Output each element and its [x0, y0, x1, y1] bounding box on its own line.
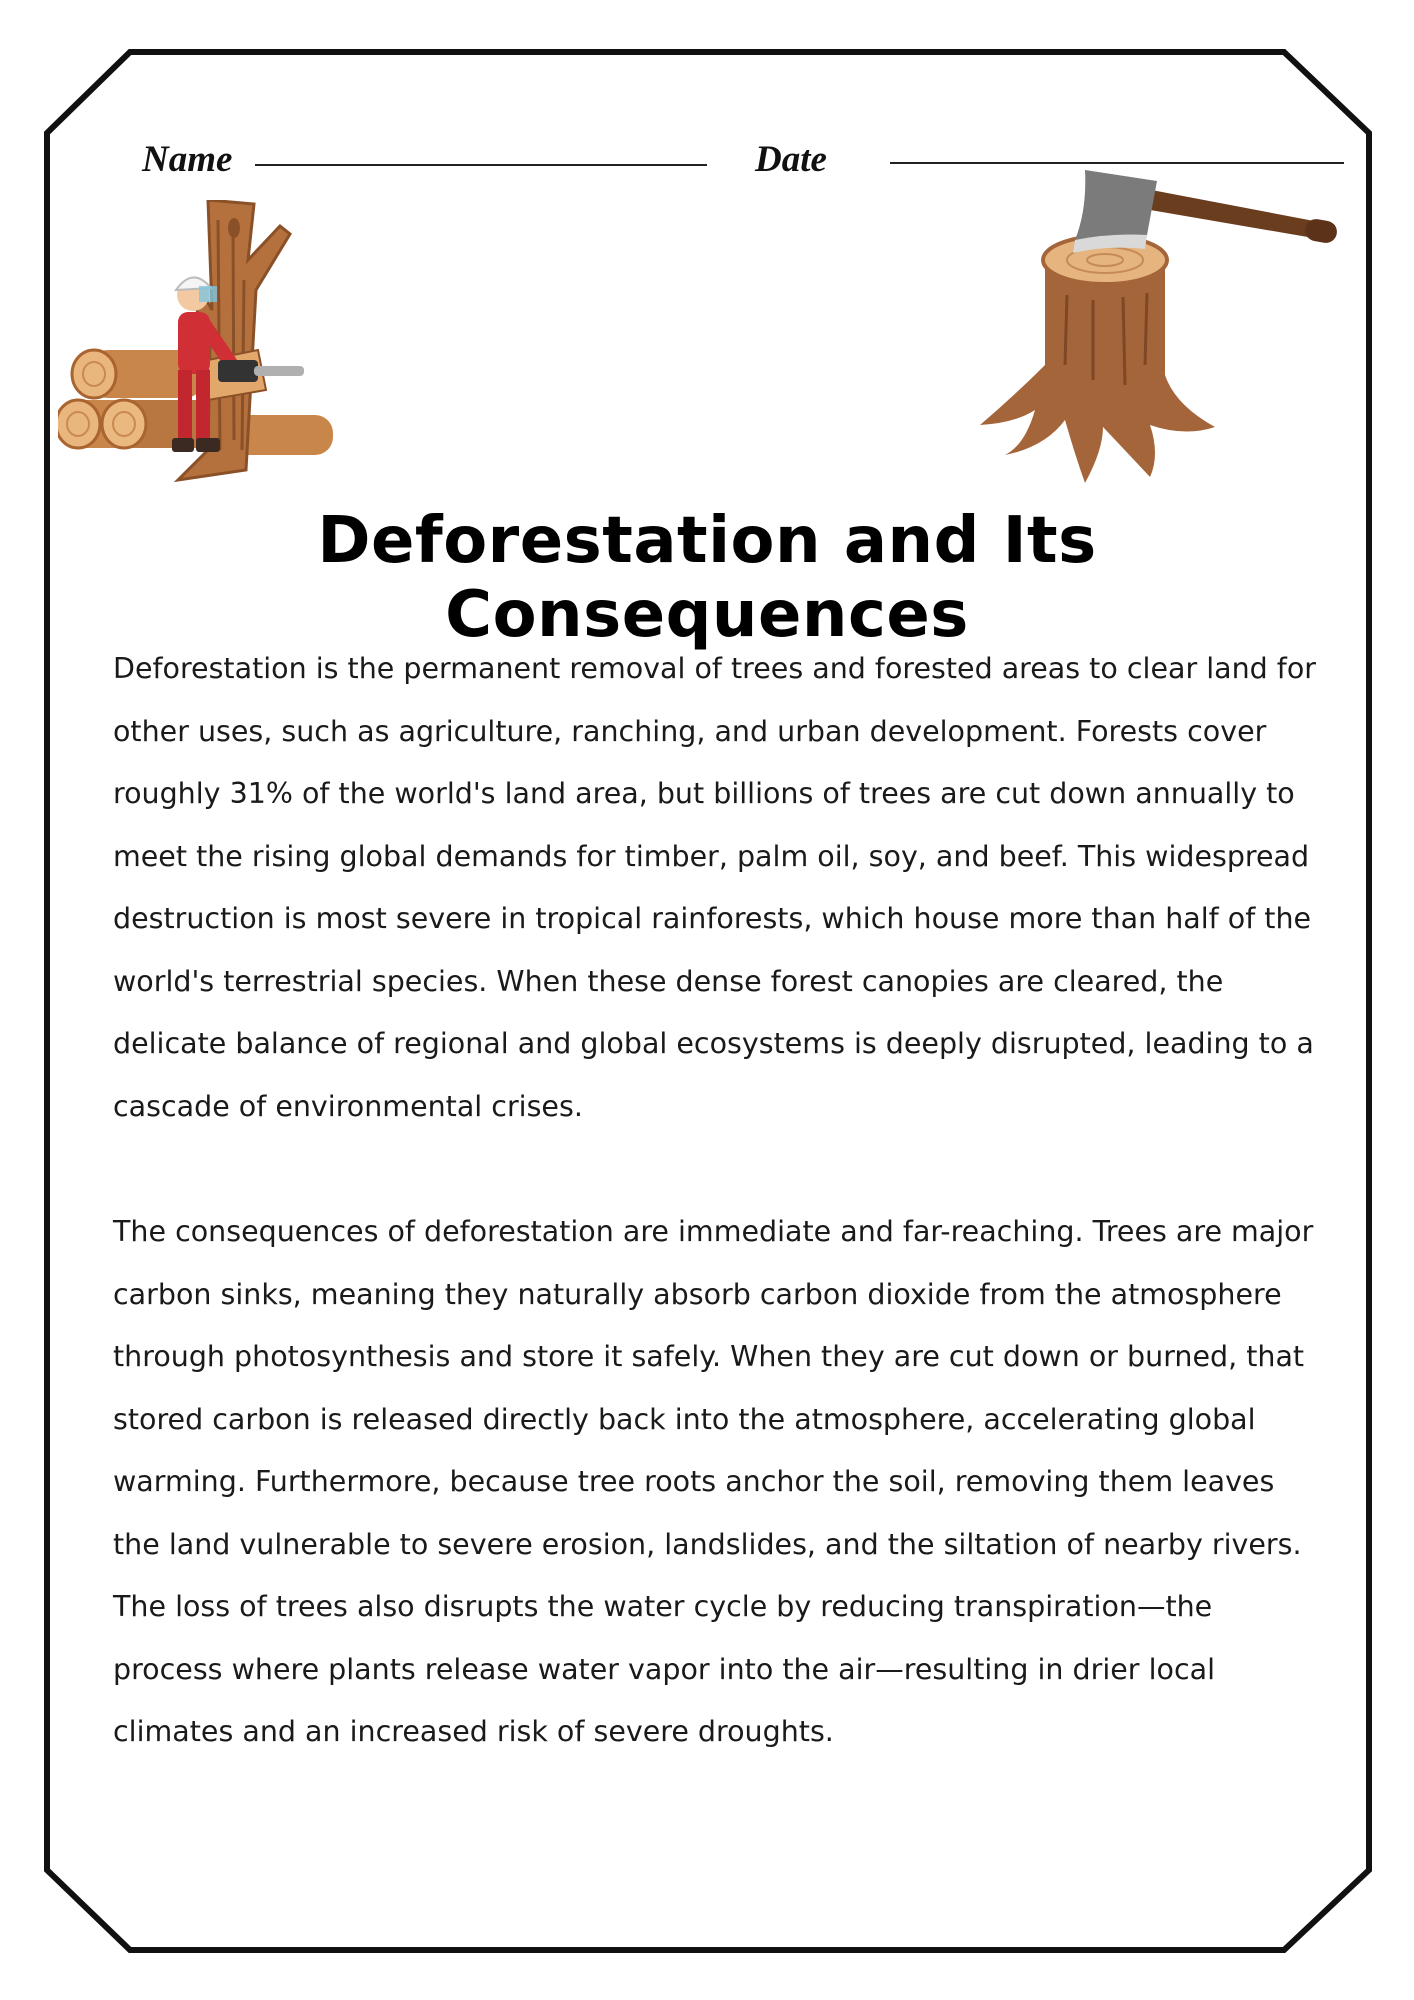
name-label: Name	[142, 139, 233, 180]
name-field[interactable]	[255, 164, 707, 166]
axe-in-stump-icon	[975, 165, 1345, 490]
date-label: Date	[755, 139, 827, 180]
paragraph-intro: Deforestation is the permanent removal of trees and forested areas to clear land for other uses, such as agriculture, ranching, and urban development. Forests cover roughly 31% of the world's land area, but billions of trees are cut down annually to meet the rising global demands for timber, palm oil, soy, and beef. This widespread destruction is most severe in tropical rainforests, which house more than half of the world's terrestrial species. When these dense forest canopies are cleared, the delicate balance of regional and global ecosystems is deeply disrupted, leading to a cascade of environmental crises.	[113, 652, 1316, 1123]
date-field[interactable]	[890, 162, 1344, 164]
paragraph-consequences: The consequences of deforestation are immediate and far-reaching. Trees are major carbon sinks, meaning they naturally absorb carbon dioxide from the atmosphere through photosynthesis and store it safely. When they are cut down or burned, that stored carbon is released directly back into the atmosphere, accelerating global warming. Furthermore, because tree roots anchor the soil, removing them leaves the land vulnerable to severe erosion, landslides, and the siltation of nearby rivers. The loss of trees also disrupts the water cycle by reducing transpiration—the process where plants release water vapor into the air—resulting in drier local climates and an increased risk of severe droughts.	[113, 1215, 1314, 1748]
lumberjack-chainsaw-icon	[58, 200, 338, 490]
page-title: Deforestation and Its Consequences	[317, 504, 1097, 652]
